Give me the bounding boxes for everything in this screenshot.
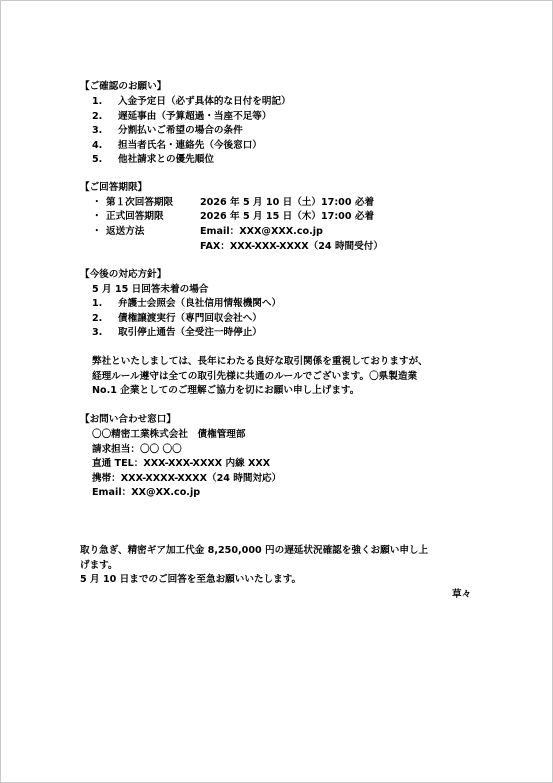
paragraph-line: No.1 企業としてのご理解ご協力を切にお願い申し上げます。 — [92, 385, 360, 396]
item-number: 3. — [92, 327, 103, 338]
fax-line: FAX：XXX-XXX-XXXX（24 時間受付） — [200, 241, 383, 252]
deadline-value: 2026 年 5 月 15 日（木）17:00 必着 — [200, 211, 375, 222]
closing-line: げます。 — [80, 560, 118, 571]
deadline-row — [92, 196, 374, 209]
deadline-value: 2026 年 5 月 10 日（土）17:00 必着 — [200, 197, 375, 208]
contact-line: 携帯：XXX-XXXX-XXXX（24 時間対応） — [92, 473, 282, 484]
confirm-item — [92, 124, 243, 137]
policy-heading: 【今後の対応方針】 — [80, 269, 167, 280]
contact-line: 請求担当：〇〇 〇〇 — [92, 444, 182, 455]
item-number: 2. — [92, 313, 103, 324]
contact-heading: 【お問い合わせ窓口】 — [80, 414, 176, 425]
closing-line: 取り急ぎ、精密ギア加工代金 8,250,000 円の遅延状況確認を強くお願い申し上 — [80, 545, 429, 556]
item-text: 入金予定日（必ず具体的な日付を明記） — [118, 96, 291, 107]
item-text: 担当者氏名・連絡先（今後窓口） — [118, 140, 262, 151]
confirm-item — [92, 139, 262, 152]
deadline-row — [92, 210, 374, 223]
confirm-heading: 【ご確認のお願い】 — [80, 81, 167, 92]
item-text: 他社請求との優先順位 — [118, 154, 214, 165]
item-number: 2. — [92, 111, 103, 122]
item-number: 5. — [92, 154, 103, 165]
bullet: ・ — [92, 211, 102, 222]
deadline-value: Email：XXX@XXX.co.jp — [200, 226, 323, 237]
deadline-label: 第１次回答期限 — [106, 197, 174, 208]
policy-item — [92, 326, 262, 339]
item-text: 取引停止通告（全受注一時停止） — [118, 327, 262, 338]
closing-line: 5 月 10 日までのご回答を至急お願いいたします。 — [80, 574, 302, 585]
policy-item — [92, 297, 281, 310]
policy-item — [92, 312, 262, 325]
contact-line: 直通 TEL：XXX-XXX-XXXX 内線 XXX — [92, 458, 271, 469]
confirm-item — [92, 110, 272, 123]
item-number: 1. — [92, 298, 103, 309]
confirm-item — [92, 95, 291, 108]
sign-off: 草々 — [452, 589, 472, 600]
contact-line: Email：XX@XX.co.jp — [92, 487, 201, 498]
deadline-label: 返送方法 — [106, 226, 145, 237]
item-text: 遅延事由（予算超過・当座不足等） — [118, 111, 272, 122]
bullet: ・ — [92, 226, 102, 237]
item-text: 弁護士会照会（良社信用情報機関へ） — [118, 298, 282, 309]
deadline-row — [92, 225, 323, 238]
item-text: 債権譲渡実行（専門回収会社へ） — [118, 313, 262, 324]
deadline-label: 正式回答期限 — [106, 211, 164, 222]
item-text: 分割払いご希望の場合の条件 — [118, 125, 243, 136]
item-number: 4. — [92, 140, 103, 151]
bullet: ・ — [92, 197, 102, 208]
policy-intro: 5 月 15 日回答未着の場合 — [92, 284, 209, 295]
confirm-item — [92, 153, 214, 166]
deadline-heading: 【ご回答期限】 — [80, 182, 148, 193]
contact-line: 〇〇精密工業株式会社 債権管理部 — [92, 429, 246, 440]
item-number: 1. — [92, 96, 103, 107]
paragraph-line: 弊社といたしましては、長年にわたる良好な取引関係を重視しておりますが、 — [92, 356, 428, 367]
paragraph-line: 経理ルール遵守は全ての取引先様に共通のルールでございます。〇県製造業 — [92, 371, 418, 382]
item-number: 3. — [92, 125, 103, 136]
